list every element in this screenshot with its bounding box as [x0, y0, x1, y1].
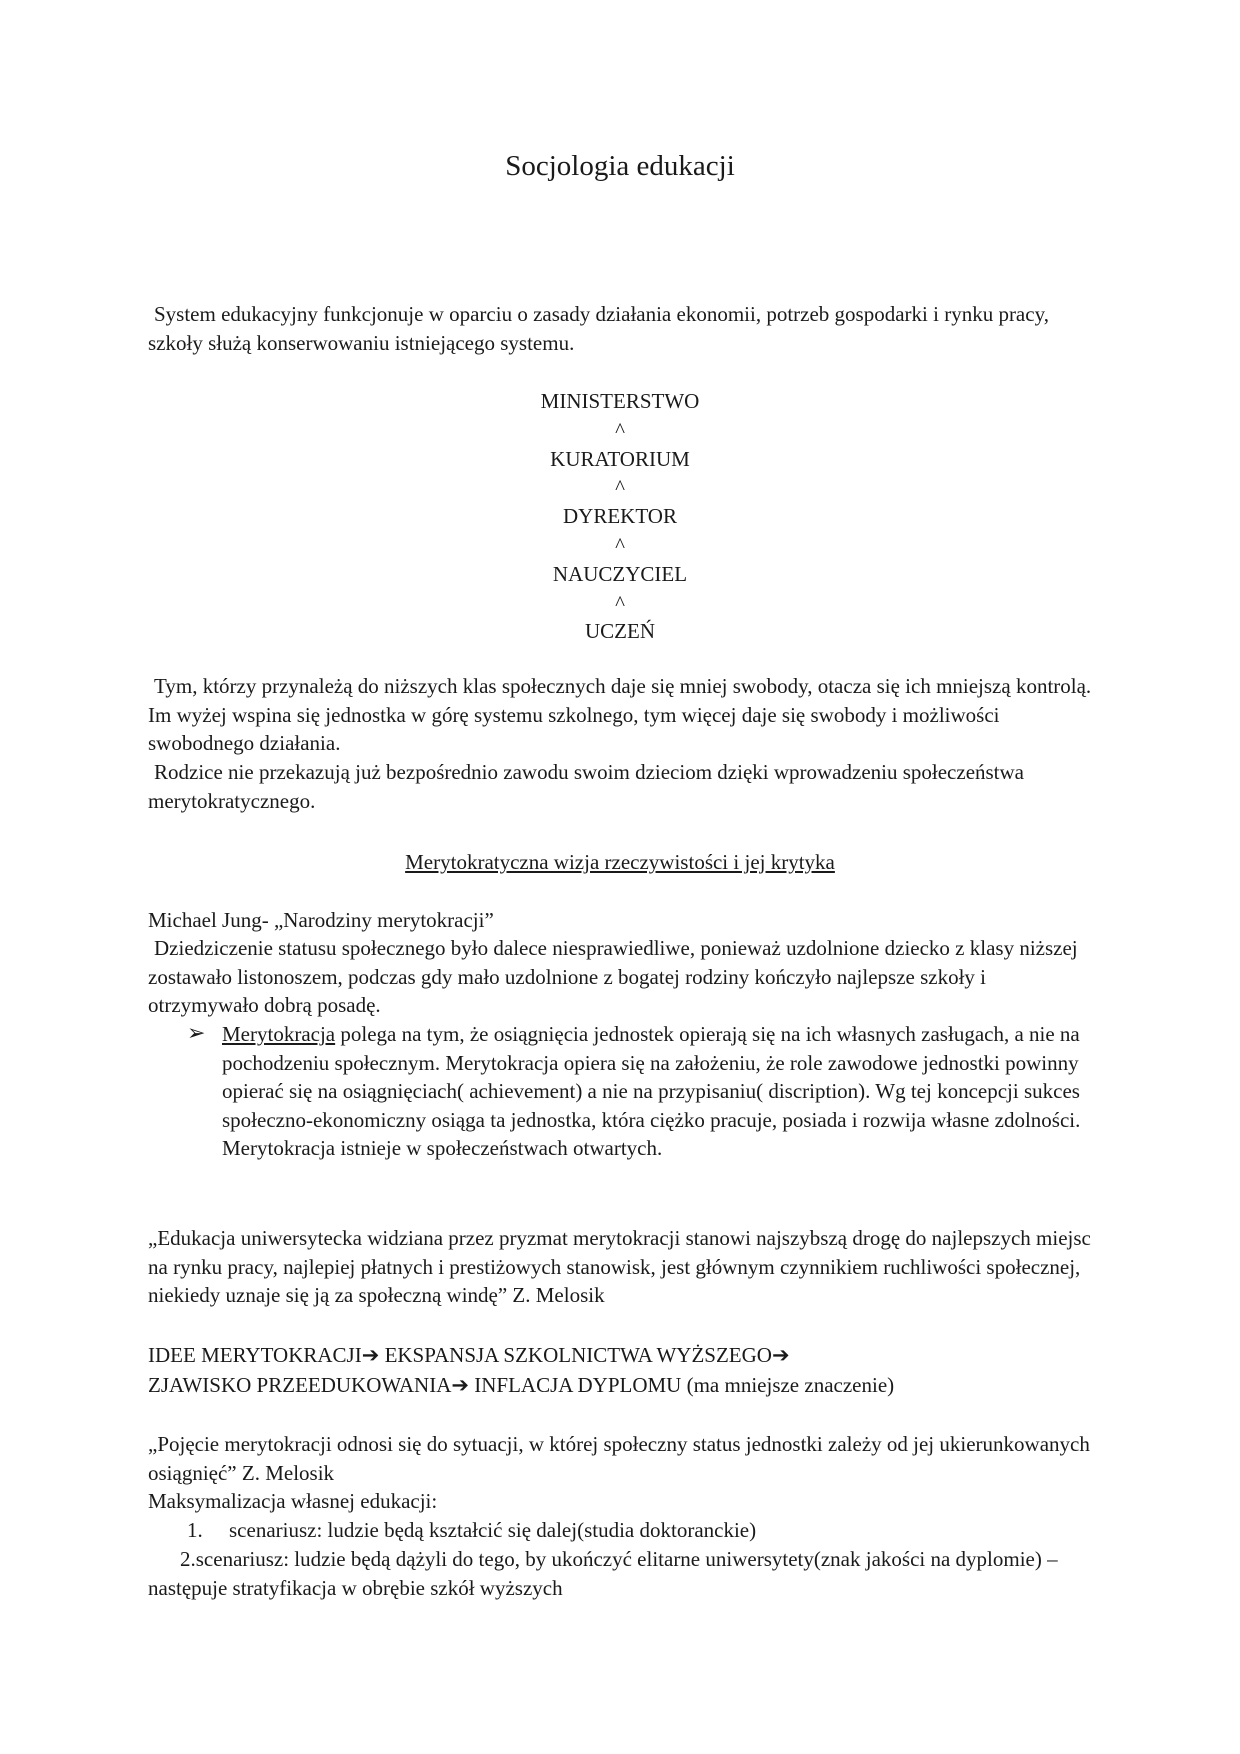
section-heading: Merytokratyczna wizja rzeczywistości i jej krytyka [405, 850, 835, 874]
quote-meritocracy-definition: „Pojęcie merytokracji odnosi się do sytuacji, w której społeczny status jednostki zależy od jej ukierunkowanych osiągnięć” Z. Melosik [148, 1432, 1090, 1485]
quote-university: „Edukacja uniwersytecka widziana przez pryzmat merytokracji stanowi najszybszą drogę do najlepszych miejsc na rynku pracy, najlepiej płatnych i prestiżowych stanowisk, jest głównym czynnikiem ruchliwości społecznej, niekiedy uznaje się ją za społeczną windę” Z. Melosik [148, 1226, 1091, 1307]
arrow-right-icon: ➔ [451, 1373, 469, 1397]
jung-reference: Michael Jung- „Narodziny merytokracji” [148, 908, 494, 932]
idea-note: (ma mniejsze znaczenie) [681, 1373, 895, 1397]
hierarchy-level-student: UCZEŃ [585, 619, 655, 644]
bullet-arrow-icon: ➢ [187, 1020, 206, 1045]
hierarchy-arrow: ^ [615, 417, 625, 442]
meritocracy-term: Merytokracja [222, 1022, 336, 1046]
hierarchy-arrow: ^ [615, 590, 625, 615]
hierarchy-level-curatorium: KURATORIUM [550, 446, 690, 471]
hierarchy-diagram [0, 387, 1240, 646]
hierarchy-arrow: ^ [615, 532, 625, 557]
hierarchy-level-director: DYREKTOR [563, 504, 677, 529]
idea-meritocracy: IDEE MERYTOKRACJI [148, 1343, 362, 1367]
ideas-chain [148, 1340, 1108, 1400]
scenario-number: 1. [187, 1518, 203, 1542]
page-title: Socjologia edukacji [505, 150, 735, 182]
hierarchy-arrow: ^ [615, 475, 625, 500]
scenario-one: scenariusz: ludzie będą kształcić się dalej(studia doktoranckie) [229, 1518, 757, 1542]
arrow-right-icon: ➔ [771, 1343, 790, 1367]
arrow-right-icon: ➔ [361, 1343, 380, 1367]
idea-expansion: EKSPANSJA SZKOLNICTWA WYŻSZEGO [379, 1343, 772, 1367]
paragraph-parents: Rodzice nie przekazują już bezpośrednio zawodu swoim dzieciom dzięki wprowadzeniu społeczeństwa merytokratycznego. [148, 760, 1025, 813]
meritocracy-definition: polega na tym, że osiągnięcia jednostek opierają się na ich własnych zasługach, a nie na pochodzeniu społecznym. Merytokracja opiera się na założeniu, że role zawodowe jednostki powinny opierać się na osiągnięciach( achievement) a nie na przypisaniu( discription). Wg tej koncepcji sukces społeczno-ekonomiczny osiąga ta jednostka, która ciężko pracuje, posiada i rozwija własne zdolności. Merytokracja istnieje w społeczeństwach otwartych. [222, 1022, 1081, 1160]
jung-paragraph: Dziedziczenie statusu społecznego było dalece niesprawiedliwe, ponieważ uzdolnione dziecko z klasy niższej zostawało listonoszem, podczas gdy mało uzdolnione z bogatej rodziny kończyło najlepsze szkoły i otrzymywało dobrą posadę. [148, 936, 1078, 1017]
intro-paragraph: System edukacyjny funkcjonuje w oparciu o zasady działania ekonomii, potrzeb gospodarki i rynku pracy, szkoły służą konserwowaniu istniejącego systemu. [148, 302, 1049, 355]
meritocracy-bullet [222, 1020, 1082, 1163]
paragraph-freedom: Tym, którzy przynależą do niższych klas społecznych daje się mniej swobody, otacza się ich mniejszą kontrolą. Im wyżej wspina się jednostka w górę systemu szkolnego, tym więcej daje się swobody i możliwości swobodnego działania. [148, 674, 1092, 755]
maximization-heading: Maksymalizacja własnej edukacji: [148, 1489, 438, 1513]
hierarchy-level-ministry: MINISTERSTWO [540, 389, 700, 413]
idea-overeducation: ZJAWISKO PRZEEDUKOWANIA [148, 1373, 452, 1397]
hierarchy-level-teacher: NAUCZYCIEL [552, 561, 688, 586]
idea-diploma-inflation: INFLACJA DYPLOMU [468, 1373, 682, 1397]
scenario-two: 2.scenariusz: ludzie będą dążyli do tego, by ukończyć elitarne uniwersytety(znak jakości na dyplomie) – następuje stratyfikacja w obrębie szkół wyższych [148, 1547, 1058, 1600]
